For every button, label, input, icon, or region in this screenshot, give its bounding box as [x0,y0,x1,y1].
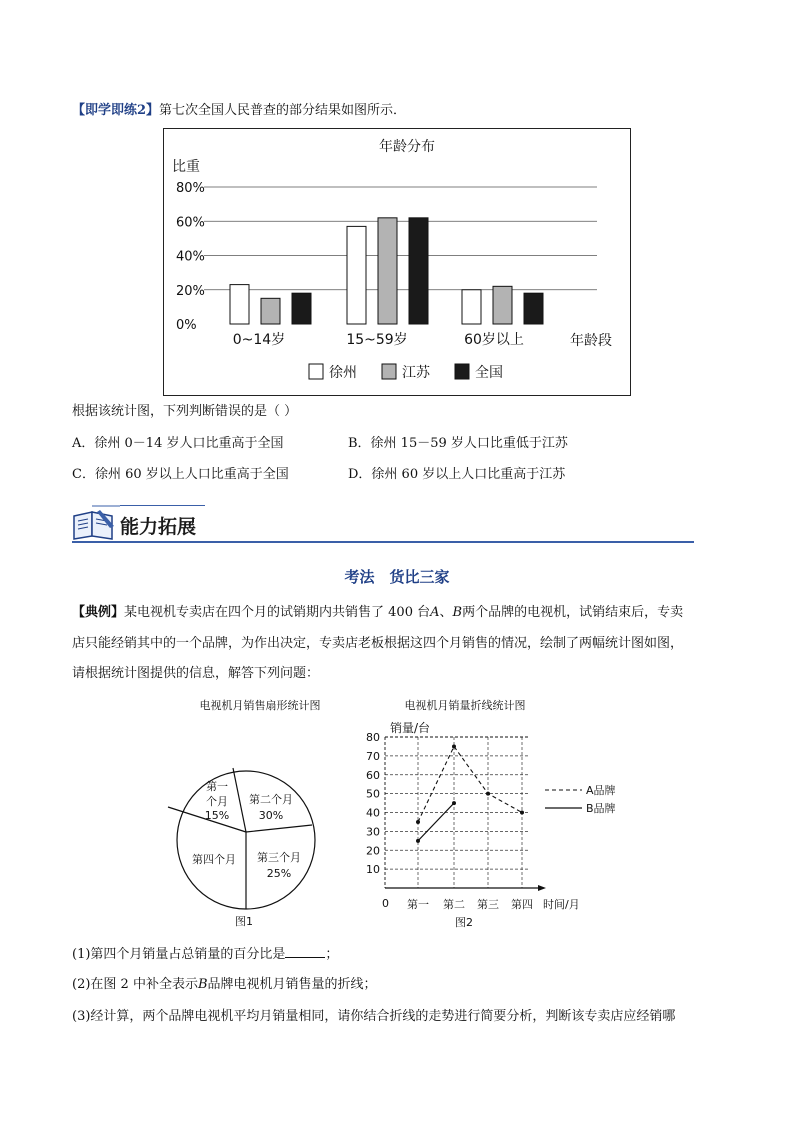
option-b: B．徐州 15－59 岁人口比重低于江苏 [348,436,568,451]
example-line-3: 请根据统计图提供的信息，解答下列问题： [72,666,320,681]
bar-y-tick-label: 60% [176,215,205,231]
line-origin-label: 0 [382,897,389,910]
line-chart-ylabel: 销量/台 [390,721,431,735]
legend-a-label: A品牌 [586,784,616,797]
section-title: 能力拓展 [120,516,197,538]
line-svg [360,695,650,935]
bar-y-tick-label: 20% [176,283,205,299]
practice-line [72,101,406,121]
line-chart-xlabel: 时间/月 [543,898,580,911]
bar-1-1 [378,218,397,324]
pie-label-m3b: 25% [266,867,292,880]
line-point-0 [520,811,524,815]
header-top-rule [120,505,205,506]
bar-x-tick-label: 15~59岁 [346,332,408,348]
bar-chart-xlabel: 年龄段 [570,333,612,349]
line-y-tick-label: 60 [366,768,380,782]
example-line-2: 店只能经销其中的一个品牌，为作出决定，专卖店老板根据这四个月销售的情况，绘制了两幅统计图如图， [72,636,684,651]
pie-label-m1c: 15% [204,809,230,822]
option-a: A．徐州 0－14 岁人口比重高于全国 [72,436,284,451]
line-x-tick-label: 第三 [477,898,499,911]
question-3: (3)经计算，两个品牌电视机平均月销量相同，请你结合折线的走势进行简要分析，判断该专卖店应经销哪 [72,1009,676,1024]
option-d: D．徐州 60 岁以上人口比重高于江苏 [348,467,566,482]
bar-0-2 [292,293,311,324]
line-point-0 [486,792,490,796]
bar-chart-ylabel: 比重 [172,159,200,175]
bar-y-tick-label: 0% [176,318,197,333]
line-point-0 [452,744,456,748]
bar-x-tick-label: 0~14岁 [232,332,286,348]
pie-chart [160,695,360,935]
question-2 [72,975,377,995]
line-series-1 [418,803,454,841]
answer-blank [285,944,325,958]
pie-svg [160,695,360,935]
line-series-0 [418,746,522,822]
line-y-tick-label: 30 [366,825,380,839]
line-y-tick-label: 50 [366,787,380,801]
legend-label-1: 江苏 [402,365,430,381]
line-x-arrow [538,885,546,891]
legend-b-label: B品牌 [586,802,616,815]
pie-label-m2b: 30% [258,809,284,822]
legend-swatch-1 [382,364,396,379]
line-point-1 [416,839,420,843]
question-1-text: (1)第四个月销量占总销量的百分比是 [72,947,286,962]
example-sep: 、 [439,605,453,620]
bar-chart-title: 年龄分布 [379,139,435,155]
bar-1-0 [347,226,366,324]
bar-1-2 [409,218,428,324]
legend-swatch-2 [455,364,469,379]
practice-text: 第七次全国人民普查的部分结果如图所示． [159,103,407,118]
bar-y-tick-label: 80% [176,181,205,196]
question-1 [72,944,338,965]
bar-2-0 [462,290,481,324]
line-x-tick-label: 第二 [443,898,465,911]
legend-label-0: 徐州 [329,365,357,381]
pie-label-m1a: 第一 [206,780,228,793]
bar-2-2 [524,293,543,324]
bar-0-0 [230,285,249,324]
practice-tag: 【即学即练2】 [72,103,160,118]
question-2-text-c: 品牌电视机月销售量的折线； [207,977,377,992]
example-tag: 【典例】 [72,605,125,620]
bar-x-tick-label: 60岁以上 [464,332,524,348]
bar-y-tick-label: 40% [176,249,205,265]
line-y-tick-label: 10 [366,863,380,877]
legend-swatch-0 [309,364,323,379]
pie-label-m3a: 第三个月 [257,851,301,864]
question-1-end: ； [325,947,339,962]
line-chart-title: 电视机月销量折线统计图 [404,699,526,712]
option-c: C．徐州 60 岁以上人口比重高于全国 [72,467,289,482]
example-text-1b: 两个品牌的电视机，试销结束后，专卖 [462,605,684,620]
line-y-tick-label: 40 [366,806,380,820]
age-distribution-svg [164,129,630,395]
line-point-1 [452,801,456,805]
pie-caption: 图1 [235,915,253,928]
line-y-tick-label: 70 [366,749,380,763]
pie-label-m2a: 第二个月 [249,793,293,806]
line-chart-caption: 图2 [455,916,473,929]
line-y-tick-label: 80 [366,731,380,744]
line-y-tick-label: 20 [366,844,380,858]
section-subtitle: 考法 货比三家 [344,568,450,586]
age-distribution-chart [163,128,631,396]
example-text-1: 某电视机专卖店在四个月的试销期内共销售了 400 台 [124,605,431,620]
brand-a: A [430,605,440,620]
brand-b: B [452,605,463,620]
pie-label-m4: 第四个月 [192,853,236,866]
legend-label-2: 全国 [475,365,503,381]
line-x-tick-label: 第四 [511,898,533,911]
example-line-1 [72,603,683,623]
question-2-brand: B [197,977,208,992]
line-x-tick-label: 第一 [407,898,429,911]
bar-0-1 [261,298,280,324]
pie-title: 电视机月销售扇形统计图 [199,699,321,712]
line-chart [360,695,650,935]
line-point-0 [416,820,420,824]
bar-2-1 [493,286,512,324]
pie-label-m1b: 个月 [206,795,228,808]
question-stem: 根据该统计图，下列判断错误的是（ ） [72,404,298,419]
book-icon [70,504,120,542]
section-rule [72,541,694,543]
question-2-text-a: (2)在图 2 中补全表示 [72,977,198,992]
